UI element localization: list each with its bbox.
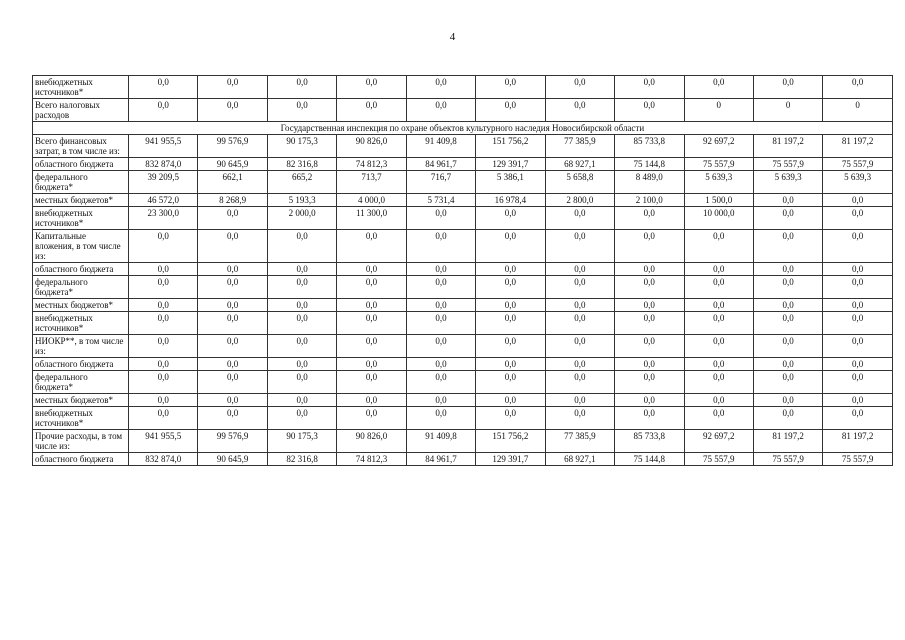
row-label: федерального бюджета* [33,276,129,299]
table-cell: 8 489,0 [615,171,684,194]
table-cell: 92 697,2 [684,430,753,453]
table-cell: 0,0 [753,230,822,263]
table-cell: 0,0 [684,230,753,263]
table-body-after-section [33,135,893,466]
table-cell: 4 000,0 [337,194,406,207]
table-cell: 0,0 [684,358,753,371]
table-cell: 0,0 [476,358,545,371]
table-cell: 0,0 [406,263,475,276]
row-label: областного бюджета [33,263,129,276]
table-cell: 0,0 [684,299,753,312]
table-cell: 716,7 [406,171,475,194]
table-body-before-section [33,76,893,122]
row-label: федерального бюджета* [33,371,129,394]
table-cell: 0,0 [476,276,545,299]
row-label: Прочие расходы, в том числе из: [33,430,129,453]
table-cell: 75 144,8 [615,158,684,171]
table-row [33,230,893,263]
table-cell: 81 197,2 [823,430,892,453]
table-cell: 0,0 [129,358,198,371]
table-cell: 8 268,9 [198,194,267,207]
table-cell: 0,0 [615,230,684,263]
table-cell: 0,0 [823,335,892,358]
table-cell: 0,0 [545,207,614,230]
table-cell: 2 000,0 [267,207,336,230]
table-cell: 129 391,7 [476,453,545,466]
table-cell: 0,0 [753,299,822,312]
table-cell: 0,0 [615,276,684,299]
table-cell: 0,0 [684,371,753,394]
row-label: Всего финансовых затрат, в том числе из: [33,135,129,158]
row-label: областного бюджета [33,158,129,171]
page-number: 4 [449,31,456,43]
table-cell: 75 557,9 [684,453,753,466]
table-cell: 0,0 [615,335,684,358]
table-cell: 5 386,1 [476,171,545,194]
table-cell: 0,0 [476,230,545,263]
table-cell: 0,0 [337,312,406,335]
table-row [33,335,893,358]
table-cell: 0,0 [129,335,198,358]
table-cell: 0,0 [684,276,753,299]
table-cell: 0,0 [198,335,267,358]
table-cell: 0,0 [406,358,475,371]
table-cell: 0,0 [753,335,822,358]
table-cell: 0,0 [615,407,684,430]
table-cell: 129 391,7 [476,158,545,171]
table-cell: 941 955,5 [129,430,198,453]
table-cell: 2 100,0 [615,194,684,207]
table-cell: 0,0 [545,312,614,335]
table-cell: 0,0 [476,99,545,122]
table-cell: 0,0 [615,299,684,312]
table-cell: 0,0 [267,76,336,99]
table-cell: 5 639,3 [684,171,753,194]
table-cell: 90 826,0 [337,430,406,453]
table-row [33,99,893,122]
table-cell: 0,0 [823,276,892,299]
table-cell: 0,0 [267,99,336,122]
table-cell: 0,0 [615,76,684,99]
table-cell: 0,0 [129,312,198,335]
table-cell: 81 197,2 [753,430,822,453]
table-cell: 75 144,8 [615,453,684,466]
table-cell: 0,0 [545,263,614,276]
table-cell: 74 812,3 [337,453,406,466]
table-cell: 0,0 [476,407,545,430]
table-cell: 0,0 [337,358,406,371]
table-cell: 0,0 [267,407,336,430]
table-cell: 0,0 [615,207,684,230]
table-cell: 0,0 [545,99,614,122]
row-label: местных бюджетов* [33,394,129,407]
table-cell: 0,0 [823,76,892,99]
table-cell: 0,0 [337,263,406,276]
table-cell: 23 300,0 [129,207,198,230]
table-cell: 0,0 [337,76,406,99]
table-cell: 82 316,8 [267,158,336,171]
table-cell: 75 557,9 [753,453,822,466]
table-cell: 0 [684,99,753,122]
table-row [33,430,893,453]
table-cell: 0,0 [129,394,198,407]
table-cell: 0,0 [406,207,475,230]
table-cell: 0,0 [267,371,336,394]
table-cell: 0,0 [406,394,475,407]
row-label: внебюджетных источников* [33,312,129,335]
table-cell: 0,0 [753,76,822,99]
table-cell: 0,0 [545,407,614,430]
table-cell: 0,0 [545,230,614,263]
table-cell: 90 175,3 [267,135,336,158]
table-cell: 0,0 [406,371,475,394]
table-cell: 0,0 [267,299,336,312]
table-cell: 0,0 [615,394,684,407]
table-cell: 0,0 [198,312,267,335]
table-cell: 0,0 [267,263,336,276]
table-cell: 0,0 [198,394,267,407]
row-label: местных бюджетов* [33,194,129,207]
table-cell: 713,7 [337,171,406,194]
table-cell: 68 927,1 [545,453,614,466]
table-row [33,394,893,407]
table-cell: 0,0 [753,407,822,430]
table-cell: 0,0 [129,371,198,394]
table-cell: 0,0 [198,407,267,430]
table-cell: 0,0 [406,230,475,263]
table-cell: 0,0 [545,76,614,99]
table-cell: 0,0 [267,312,336,335]
section-title: Государственная инспекция по охране объектов культурного наследия Новосибирской области [33,122,893,135]
table-cell: 0,0 [545,299,614,312]
table-cell: 0,0 [476,312,545,335]
table-cell: 0,0 [684,407,753,430]
table-cell: 0,0 [406,99,475,122]
table-cell: 0,0 [267,276,336,299]
table-row [33,358,893,371]
table-cell: 0,0 [337,99,406,122]
table-cell: 2 800,0 [545,194,614,207]
table-cell: 75 557,9 [684,158,753,171]
table-cell: 0,0 [267,230,336,263]
table-cell: 77 385,9 [545,135,614,158]
table-cell: 151 756,2 [476,135,545,158]
table-cell: 0,0 [545,276,614,299]
table-cell: 0,0 [476,76,545,99]
row-label: внебюджетных источников* [33,407,129,430]
table-cell: 0,0 [823,194,892,207]
table-cell: 151 756,2 [476,430,545,453]
table-cell: 5 193,3 [267,194,336,207]
table-cell: 0,0 [129,407,198,430]
table-cell: 75 557,9 [823,453,892,466]
table-cell: 0,0 [406,407,475,430]
table-cell: 16 978,4 [476,194,545,207]
table-row [33,263,893,276]
table-cell: 0,0 [684,76,753,99]
table-cell: 84 961,7 [406,453,475,466]
table-cell: 0,0 [337,230,406,263]
table-cell: 0,0 [823,358,892,371]
table-cell: 46 572,0 [129,194,198,207]
row-label: федерального бюджета* [33,171,129,194]
table-cell: 832 874,0 [129,453,198,466]
table-cell: 82 316,8 [267,453,336,466]
table-cell: 0,0 [823,263,892,276]
table-cell: 0,0 [337,394,406,407]
table-cell: 91 409,8 [406,135,475,158]
table-cell: 0,0 [267,335,336,358]
table-cell: 0,0 [684,312,753,335]
table-cell: 11 300,0 [337,207,406,230]
table-row [33,276,893,299]
table-cell: 941 955,5 [129,135,198,158]
table-cell: 0,0 [545,358,614,371]
section-row [33,122,893,135]
table-cell: 74 812,3 [337,158,406,171]
table-cell: 0,0 [615,312,684,335]
table-cell: 0,0 [337,407,406,430]
table-cell: 0,0 [753,263,822,276]
table-cell: 92 697,2 [684,135,753,158]
row-label: внебюджетных источников* [33,76,129,99]
table-cell: 0,0 [198,230,267,263]
table-cell: 5 731,4 [406,194,475,207]
table-cell: 0,0 [823,371,892,394]
row-label: местных бюджетов* [33,299,129,312]
table-cell: 84 961,7 [406,158,475,171]
table-cell: 0,0 [337,335,406,358]
table-cell: 0,0 [198,99,267,122]
table-cell: 0,0 [129,99,198,122]
row-label: Капитальные вложения, в том числе из: [33,230,129,263]
table-cell: 10 000,0 [684,207,753,230]
table-cell: 68 927,1 [545,158,614,171]
table-cell: 0,0 [198,263,267,276]
table-cell: 0,0 [684,394,753,407]
table-cell: 85 733,8 [615,430,684,453]
table-cell: 0,0 [684,263,753,276]
table-cell: 0,0 [615,99,684,122]
table-cell: 0,0 [753,358,822,371]
table-row [33,158,893,171]
table-cell: 0,0 [753,194,822,207]
table-cell: 77 385,9 [545,430,614,453]
table-cell: 0,0 [198,371,267,394]
table-cell: 0,0 [406,76,475,99]
table-row [33,135,893,158]
table-row [33,207,893,230]
table-cell: 5 658,8 [545,171,614,194]
row-label: областного бюджета [33,453,129,466]
budget-table [32,75,893,466]
table-cell: 0,0 [267,358,336,371]
table-cell: 0,0 [406,276,475,299]
table-cell: 0,0 [753,312,822,335]
table-row [33,407,893,430]
table-cell: 99 576,9 [198,135,267,158]
table-cell: 0,0 [545,371,614,394]
table-cell: 0,0 [615,358,684,371]
table-cell: 0,0 [198,299,267,312]
table-cell: 0,0 [823,312,892,335]
table-cell: 0,0 [823,207,892,230]
table-cell: 0,0 [753,207,822,230]
table-row [33,171,893,194]
table-cell: 0,0 [545,394,614,407]
table-cell: 0,0 [406,335,475,358]
table-cell: 0,0 [337,371,406,394]
table-cell: 0,0 [476,371,545,394]
row-label: Всего налоговых расходов [33,99,129,122]
table-cell: 0 [753,99,822,122]
table-cell: 0,0 [545,335,614,358]
table-row [33,371,893,394]
table-row [33,194,893,207]
table-cell: 0,0 [684,335,753,358]
table-cell: 90 645,9 [198,453,267,466]
table-cell: 0,0 [198,207,267,230]
table-cell: 0,0 [406,299,475,312]
table-cell: 0,0 [476,207,545,230]
table-cell: 0,0 [823,299,892,312]
table-cell: 0,0 [406,312,475,335]
table-row [33,76,893,99]
table-cell: 0,0 [129,276,198,299]
table-cell: 0,0 [476,394,545,407]
table-cell: 832 874,0 [129,158,198,171]
table-cell: 0,0 [337,276,406,299]
table-cell: 0,0 [198,276,267,299]
table-cell: 99 576,9 [198,430,267,453]
table-cell: 90 826,0 [337,135,406,158]
table-row [33,299,893,312]
table-cell: 662,1 [198,171,267,194]
table-cell: 5 639,3 [823,171,892,194]
table-cell: 665,2 [267,171,336,194]
table-cell: 0,0 [753,276,822,299]
table-cell: 0,0 [823,407,892,430]
row-label: внебюджетных источников* [33,207,129,230]
table-cell: 75 557,9 [753,158,822,171]
table-cell: 0,0 [267,394,336,407]
table-cell: 85 733,8 [615,135,684,158]
table-cell: 0,0 [198,76,267,99]
table-cell: 0,0 [337,299,406,312]
table-cell: 0,0 [476,263,545,276]
table-cell: 39 209,5 [129,171,198,194]
table-cell: 1 500,0 [684,194,753,207]
table-cell: 5 639,3 [753,171,822,194]
table-cell: 0,0 [753,371,822,394]
row-label: НИОКР**, в том числе из: [33,335,129,358]
table-row [33,453,893,466]
table-cell: 81 197,2 [753,135,822,158]
table-cell: 81 197,2 [823,135,892,158]
table-cell: 75 557,9 [823,158,892,171]
table-row [33,312,893,335]
table-cell: 0,0 [615,263,684,276]
table-cell: 0,0 [753,394,822,407]
table-cell: 0,0 [129,263,198,276]
table-cell: 0,0 [476,299,545,312]
row-label: областного бюджета [33,358,129,371]
table-cell: 0,0 [823,230,892,263]
section-header [33,122,893,135]
table-cell: 0,0 [476,335,545,358]
table-cell: 90 175,3 [267,430,336,453]
table-cell: 0,0 [615,371,684,394]
table-cell: 0,0 [823,394,892,407]
table-cell: 0 [823,99,892,122]
table-cell: 0,0 [198,358,267,371]
table-cell: 91 409,8 [406,430,475,453]
table-cell: 0,0 [129,76,198,99]
table-cell: 90 645,9 [198,158,267,171]
table-cell: 0,0 [129,230,198,263]
table-cell: 0,0 [129,299,198,312]
